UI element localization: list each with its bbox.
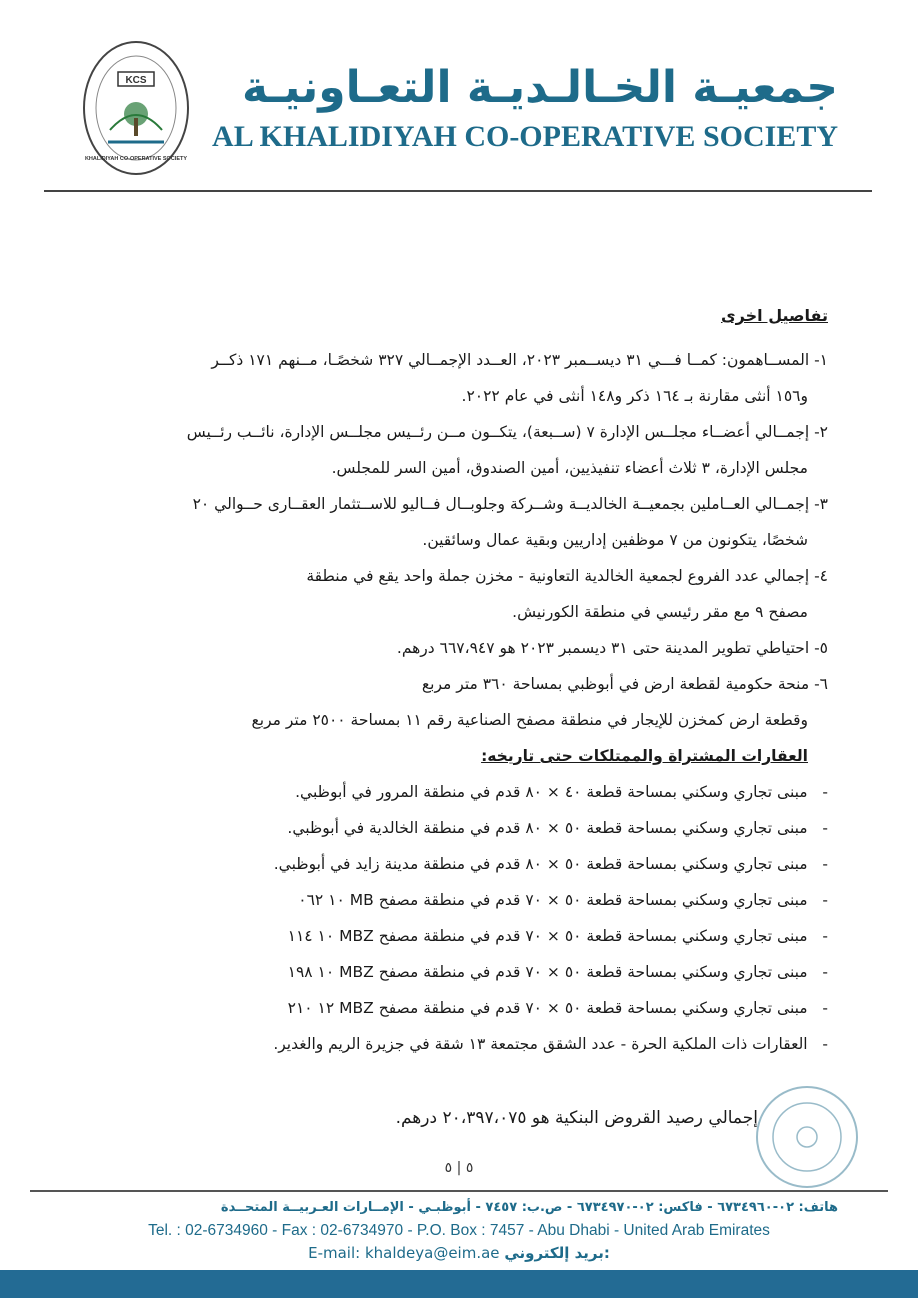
item-line: ٣- إجمــالي العــاملين بجمعيــة الخالديــة وشــركة وجلوبــال فــاليو للاســتثمار العقــارى حــوالي ٢٠ xyxy=(192,495,828,513)
property-text: العقارات ذات الملكية الحرة - عدد الشقق مجتمعة ١٣ شقة في جزيرة الريم والغدير. xyxy=(273,1035,808,1053)
property-row xyxy=(88,774,828,810)
property-row xyxy=(88,954,828,990)
item-line: ٢- إجمــالي أعضــاء مجلــس الإدارة ٧ (ســبعة)، يتكــون مــن رئــيس مجلــس الإدارة، نائــب رئــيس xyxy=(186,423,828,441)
property-text: مبنى تجاري وسكني بمساحة قطعة ٤٠ × ٨٠ قدم في منطقة المرور في أبوظبي. xyxy=(295,783,808,801)
email-label-arabic: بريد إلكتروني: xyxy=(504,1244,610,1262)
item-line: مصفح ٩ مع مقر رئيسي في منطقة الكورنيش. xyxy=(512,603,808,621)
property-text: مبنى تجاري وسكني بمساحة قطعة ٥٠ × ٨٠ قدم في منطقة مدينة زايد في أبوظبي. xyxy=(273,855,808,873)
bullet: - xyxy=(822,891,828,909)
bullet: - xyxy=(822,819,828,837)
list-item xyxy=(88,558,828,630)
list-item xyxy=(88,414,828,486)
property-row xyxy=(88,918,828,954)
property-text: مبنى تجاري وسكني بمساحة قطعة ٥٠ × ٧٠ قدم في منطقة مصفح MBZ ١٢ ٢١٠ xyxy=(287,999,808,1017)
title-english: AL KHALIDIYAH CO-OPERATIVE SOCIETY xyxy=(212,120,838,153)
list-item xyxy=(88,486,828,558)
property-text: مبنى تجاري وسكني بمساحة قطعة ٥٠ × ٧٠ قدم في منطقة مصفح MBZ ١٠ ١٩٨ xyxy=(287,963,808,981)
footer-contact-english: Tel. : 02-6734960 - Fax : 02-6734970 - P.O. Box : 7457 - Abu Dhabi - United Arab Emirates xyxy=(148,1222,770,1239)
closing-statement: إجمالي رصيد القروض البنكية هو ٢٠،٣٩٧،٠٧٥ درهم. xyxy=(395,1108,758,1128)
property-row xyxy=(88,990,828,1026)
property-row xyxy=(88,1026,828,1062)
logo-caption: KHALIDIYAH CO-OPERATIVE SOCIETY xyxy=(84,156,188,162)
item-line: وقطعة ارض كمخزن للإيجار في منطقة مصفح الصناعية رقم ١١ بمساحة ٢٥٠٠ متر مربع xyxy=(251,711,808,729)
item-line: شخصًا، يتكونون من ٧ موظفين إداريين وبقية عمال وسائقين. xyxy=(422,531,808,549)
bullet: - xyxy=(822,927,828,945)
bullet: - xyxy=(822,999,828,1017)
title-arabic: جمعيـة الخـالـديـة التعـاونيـة xyxy=(242,62,838,113)
bullet: - xyxy=(822,963,828,981)
property-row xyxy=(88,882,828,918)
details-list xyxy=(88,342,828,1062)
item-line: و١٥٦ أنثى مقارنة بـ ١٦٤ ذكر و١٤٨ أنثى في عام ٢٠٢٢. xyxy=(461,387,808,405)
properties-heading: العقارات المشتراة والممتلكات حتى تاريخه: xyxy=(481,747,808,765)
footer-email-row xyxy=(0,1244,918,1262)
item-line: ٤- إجمالي عدد الفروع لجمعية الخالدية التعاونية - مخزن جملة واحد يقع في منطقة xyxy=(306,567,828,585)
list-item xyxy=(88,630,828,666)
bullet: - xyxy=(822,783,828,801)
section-heading: تفاصيل اخرى xyxy=(720,306,828,325)
item-line: ١- المســاهمون: كمــا فـــي ٣١ ديســمبر ٢٠٢٣، العــدد الإجمــالي ٣٢٧ شخصًـا، مــنهم ١٧١ ذكــر xyxy=(211,351,828,369)
header-divider xyxy=(44,190,872,192)
item-line: مجلس الإدارة، ٣ ثلاث أعضاء تنفيذيين، أمين الصندوق، أمين السر للمجلس. xyxy=(331,459,808,477)
footer-contact-arabic: هاتف: ٠٢-٦٧٣٤٩٦٠ - فاكس: ٠٢-٦٧٣٤٩٧٠ - ص.ب: ٧٤٥٧ - أبوظبـي - الإمــارات العـربيــة المتحــدة xyxy=(220,1200,838,1215)
bottom-color-bar xyxy=(0,1270,918,1298)
property-row xyxy=(88,846,828,882)
logo-initials: KCS xyxy=(125,75,147,86)
bullet: - xyxy=(822,1035,828,1053)
item-line: ٦- منحة حكومية لقطعة ارض في أبوظبي بمساحة ٣٦٠ متر مربع xyxy=(421,675,828,693)
page-number: ٥ | ٥ xyxy=(444,1160,474,1176)
item-line: ٥- احتياطي تطوير المدينة حتى ٣١ ديسمبر ٢٠٢٣ هو ٦٦٧،٩٤٧ درهم. xyxy=(396,639,828,657)
society-logo xyxy=(80,38,192,178)
email-address: E-mail: khaldeya@eim.ae xyxy=(308,1244,500,1262)
property-text: مبنى تجاري وسكني بمساحة قطعة ٥٠ × ٧٠ قدم في منطقة مصفح MBZ ١٠ ١١٤ xyxy=(287,927,808,945)
properties-list xyxy=(88,774,828,1062)
property-text: مبنى تجاري وسكني بمساحة قطعة ٥٠ × ٨٠ قدم في منطقة الخالدية في أبوظبي. xyxy=(287,819,808,837)
list-item xyxy=(88,342,828,414)
bullet: - xyxy=(822,855,828,873)
footer-divider xyxy=(30,1190,888,1192)
property-row xyxy=(88,810,828,846)
list-item xyxy=(88,666,828,738)
property-text: مبنى تجاري وسكني بمساحة قطعة ٥٠ × ٧٠ قدم في منطقة مصفح MB ١٠ ٠٦٢ xyxy=(298,891,808,909)
